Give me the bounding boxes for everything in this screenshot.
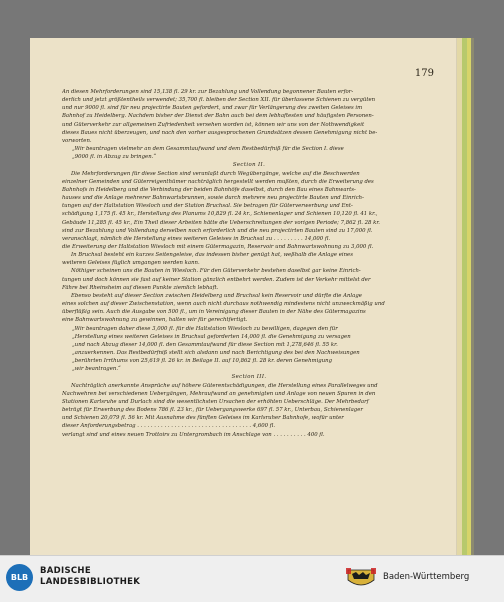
- text-line: Bahnhof zu Heidelberg. Nachdem bisher der Dienst der Bahn auch bei dem lebhaftesten und häufigsten Personen-: [62, 113, 374, 120]
- text-line: weiteren Geleises füglich umgangen werden kann.: [62, 260, 200, 267]
- text-line: „anzuerkennen. Das Restbedürfniß stellt sich alsdann und nach Berichtigung des bei den Nachweisungen: [72, 350, 360, 356]
- section-heading: Section II.: [232, 162, 266, 169]
- text-line: An diesen Mehrforderungen sind 15,138 fl. 29 kr. zur Bezahlung und Vollendung begonnener Bauten erfor-: [62, 89, 354, 95]
- text-line: Ebenso besteht auf dieser Section zwischen Heidelberg und Bruchsal kein Reservoir und dürfte die Anlage: [71, 292, 362, 299]
- text-line: dieser Anforderungsbetrag . . . . . . . . . . . . . . . . . . . . . . . . . . . . . . . . . . 4,600 fl.: [62, 423, 276, 430]
- text-line: die Erweiterung der Haltstation Wiesloch mit einem Gütermagazin, Reservoir und Bahnwartswohnung zu 3,000 fl.: [62, 243, 374, 250]
- scanned-page: [30, 38, 456, 555]
- text-line: veranschlagt, nämlich die Herstellung eines weiteren Geleises in Bruchsal zu . . . . . . . . . 14,000 fl.: [62, 235, 331, 242]
- text-line: „9000 fl. in Abzug zu bringen.“: [72, 154, 157, 161]
- text-line: „Wir beantragen vielmehr an dem Gesammtaufwand und dem Restbedürfniß für die Section I. diese: [72, 146, 344, 153]
- text-line: Gebäude 11,285 fl. 45 kr., Ein Theil dieser Arbeiten hätte die Ueberschreitungen der vorigen Periode; 7,862 fl. 28 kr.: [62, 219, 380, 226]
- text-line: und Schienen 20,079 fl. 56 kr. Mit Ausnahme des fünften Geleises im Karlsruher Bahnhofe, wofür unter: [62, 415, 344, 422]
- text-line: beträgt für Erwerbung des Bodens 786 fl. 23 kr., für Uebergangswerke 697 fl. 57 kr., Unterbau, Schienenlager: [62, 407, 363, 414]
- text-line: überflüßig sein. Auch die Ausgabe von 500 fl., um in Vereinigung dieser Bauten in der Nähe des Gütermagazins: [62, 309, 366, 316]
- text-line: tungen auf der Haltstation Wiesloch und der Station Bruchsal. Sie betragen für Güterverwerbung und Ent-: [62, 203, 353, 210]
- text-line: Die Mehrforderungen für diese Section sind veranlaßt durch Wegübergänge, welche auf die Beschwerden: [71, 170, 360, 177]
- state-name[interactable]: Baden-Württemberg: [383, 572, 470, 582]
- text-line: Stationen Karlsruhe und Durlach sind die wesentlichsten Ursachen der erhöhten Ueberschläge. Der Mehrbedarf: [62, 398, 369, 405]
- text-line: sind zur Bezahlung und Vollendung derselben noch erforderlich und die neu projectirten Bauten sind zu 17,000 fl.: [62, 227, 373, 234]
- text-line: „Wir beantragen daher diese 3,000 fl. für die Haltstation Wiesloch zu bewilligen, dagegen den für: [72, 325, 338, 332]
- baden-wuerttemberg-coat-of-arms-icon[interactable]: [344, 566, 378, 590]
- text-line: In Bruchsal besteht ein kurzes Seitengeleise, das indessen bisher genügt hat, weßhalb die Anlage eines: [71, 252, 353, 259]
- text-line: tungen und doch können sie fast auf keiner Station gänzlich entbehrt werden. Zudem ist der Verkehr mittelst der: [62, 276, 371, 283]
- text-line: „wir beantragen.“: [72, 366, 121, 373]
- library-name[interactable]: [40, 566, 140, 588]
- text-line: Fähre bei Rheinsheim auf diesen Punkte ziemlich lebhaft.: [62, 284, 219, 291]
- text-line: Nöthiger scheinen uns die Bauten in Wiesloch. Für den Güterverkehr bestehen daselbst gar keine Einrich-: [71, 268, 361, 275]
- text-line: einzelner Gemeinden und Güterreigenthümer nachträglich hergestellt werden mußten, durch die Erweiterung des: [62, 178, 374, 185]
- text-line: „Herstellung eines weiteren Geleises in Bruchsal geforderten 14,000 fl. die Genehmigung zu versagen: [72, 333, 351, 340]
- library-name-line-1: BADISCHE: [40, 566, 91, 576]
- text-line: hauses und die Anlage mehrerer Bahnwartsbrunnen, sowie durch mehrere neu projectirte Bauten und Einrich-: [62, 195, 364, 202]
- section-heading: Section III.: [231, 374, 267, 381]
- footer-bar: [0, 555, 504, 602]
- page-text-body: [62, 88, 436, 439]
- library-name-line-2: LANDESBIBLIOTHEK: [40, 577, 141, 587]
- page-number: 179: [414, 68, 434, 79]
- text-line: verlangt sind und eines neuen Trottoirs zu Untergrombach im Anschlage von . . . . . . . . . . 400 fl.: [62, 431, 325, 438]
- text-line: derlich und jetzt größtentheils verwendet; 35,700 fl. bleiben der Section XII. für überlassene Schienen zu vergüten: [62, 97, 376, 104]
- text-line: schädigung 1,175 fl. 45 kr., Herstellung des Planums 10,829 fl. 24 kr., Schienenlager und Schienen 10,120 fl. 41 kr.,: [62, 211, 378, 218]
- text-line: dieses Baues nicht überzeugen, und nach den vorher ausgesprochenen Grundsätzen dessen Genehmigung nicht be-: [62, 129, 378, 136]
- text-line: eines solchen auf dieser Zwischenstation, wenn auch nicht durchaus nothwendig mindestens nicht unzweckmäßig und: [62, 301, 385, 308]
- text-line: und nur 9000 fl. sind für neu projectirte Bauten gefordert, und zwar für Verlängerung des zweiten Geleises im: [62, 105, 363, 112]
- text-line: „und nach Abzug dieser 14,000 fl. den Gesammtaufwand für diese Section mit 1,278,646 fl. 55 kr.: [72, 341, 338, 348]
- page-edge: [471, 38, 474, 555]
- text-line: Bahnhofs in Heidelberg und die Verbindung der beiden Bahnhöfe daselbst, durch den Bau eines Bahnwarts-: [62, 186, 356, 193]
- text-line: eine Bahnwartswohnung zu gewinnen, halten wir für gerechtfertigt.: [62, 317, 248, 324]
- text-line: und Güterverkehr zur allgemeinen Zufriedenheit versehen worden ist, können wir uns von der Nothwendigkeit: [62, 121, 365, 128]
- text-line: „berührten Irrthums von 25,619 fl. 26 kr. in Beilage II. auf 10,862 fl. 28 kr. deren Genehmigung: [72, 358, 333, 365]
- text-line: Nachwehren bei verschiedenen Uebergängen, Mehraufwand an genehmigten und Anlage von neuen Spuren in den: [62, 390, 376, 397]
- blb-logo[interactable]: BLB: [6, 564, 33, 591]
- text-line: vorworten.: [62, 137, 92, 144]
- text-line: Nachträglich anerkannte Ansprüche auf höhere Güterentschädigungen, die Herstellung eines Parallelweges und: [71, 382, 378, 389]
